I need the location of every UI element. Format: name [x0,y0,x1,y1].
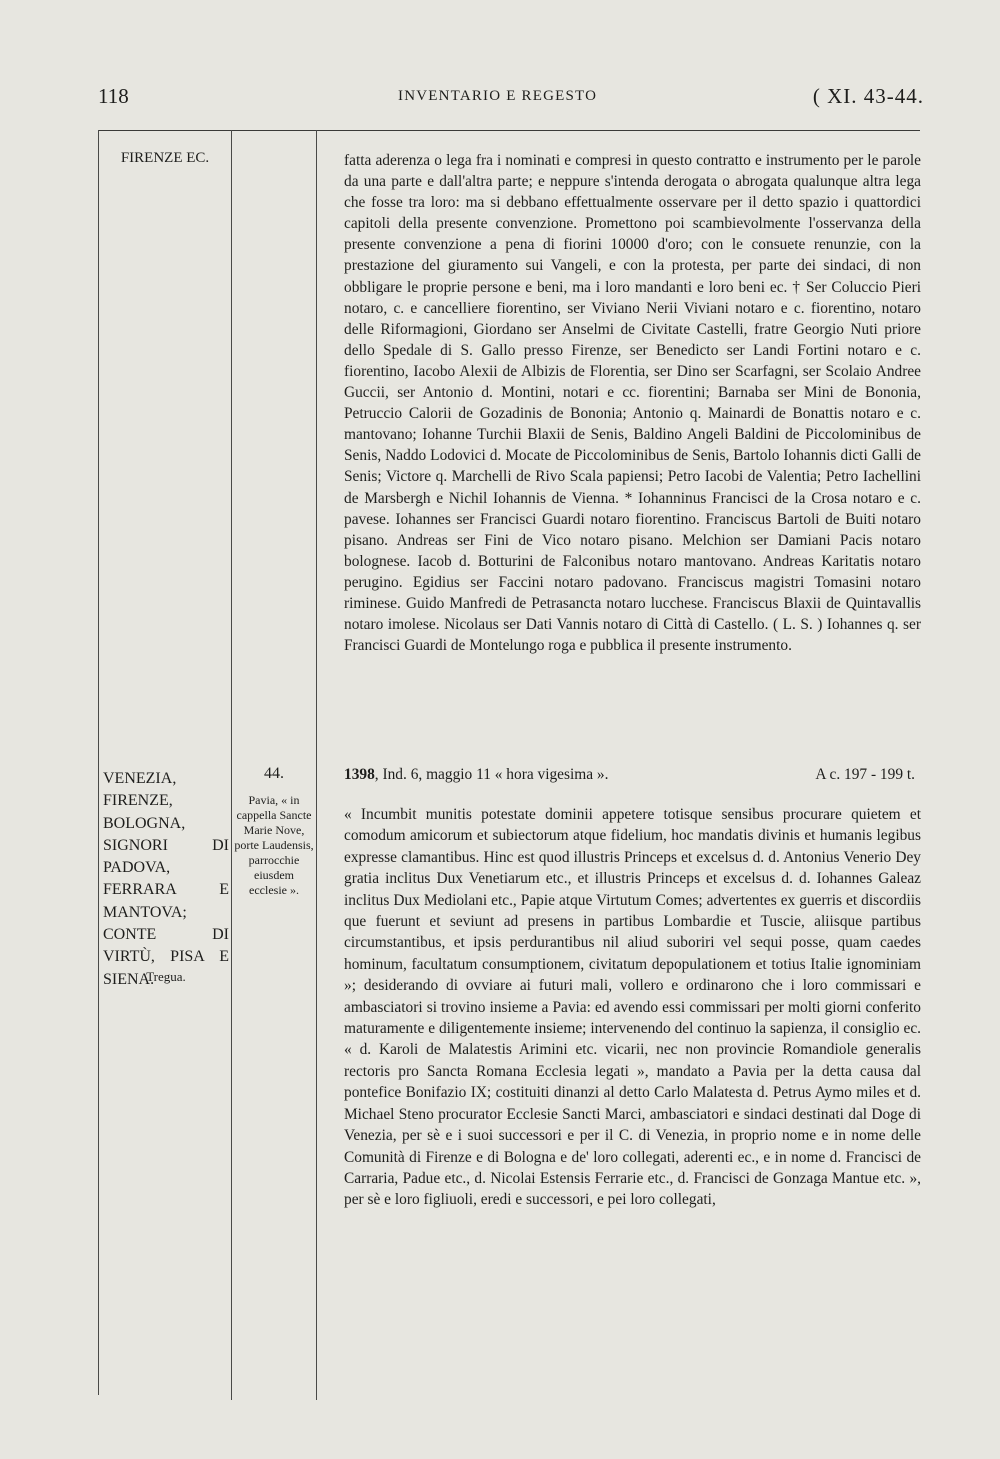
entry-44-year: 1398 [344,766,375,783]
entry-44-archive-ref: A c. 197 - 199 t. [815,766,915,783]
previous-entry-text: fatta aderenza o lega fra i nominati e compresi in questo contratto e instrumento per le parole da una parte e dall'altra parte; e neppure s'intenda derogata o abrogata qualunque altra lega che fosse tra loro: ma si debbano effettualmente osservare per il detto spazio i quattordici capitoli della presente convenzione. Promettono poi scambievolmente l'osservanza della presente convenzione a pena di fiorini 10000 d'oro; con le consuete renunzie, con la prestazione del giuramento sui Vangeli, e con la protesta, per parte dei sindaci, di non obbligare le proprie persone e beni, ma i loro mandanti e loro beni ec. † Ser Coluccio Pieri notaro, c. e cancelliere fiorentino, ser Viviano Nerii Viviani notaro e c. fiorentino, notaro delle Riformagioni, Giordano ser Anselmi de Civitate Castelli, fratre Georgio Nuti priore dello Spedale di S. Gallo presso Firenze, ser Benedicto ser Landi Fortini notaro e c. fiorentino, Iacobo Alexii de Albizis de Florentia, ser Dino ser Scarfagni, ser Scolaio Andree Guccii, ser Antonio d. Montini, notari e cc. fiorentini; Barnaba ser Mini de Bononia, Petruccio Calorii de Gozadinis de Bononia; Antonio q. Mainardi de Bonattis notaro e c. mantovano; Iohanne Turchii Blaxii de Senis, Baldino Angeli Baldini de Piccolominibus de Senis, Naddo Lodovici d. Mocate de Piccolominibus de Senis, Bartolo Iohannis dicti Galli de Senis; Victore q. Marchelli de Rivo Scala papiensi; Petro Iacobi de Valentia; Petro Iachellini de Marsbergh e Nichil Iohannis de Vienna. * Iohanninus Francisci de la Crosa notaro e c. pavese. Iohannes ser Francisci Guardi notaro fiorentino. Franciscus Bartoli de Buiti notaro pisano. Andreas ser Fini de Vico notaro pisano. Melchion ser Damiani Pacis notaro bolognese. Iacob d. Botturini de Falconibus notaro mantovano. Andreas Karitatis notaro perugino. Egidius ser Faccini notaro padovano. Franciscus magistri Tomasini notaro riminese. Guido Manfredi de Petrasancta notaro lucchese. Franciscus Blaxii de Quintavallis notaro imolese. Nicolaus ser Dati Vannis notaro di Città di Castello. ( L. S. ) Iohannes q. ser Francisci Guardi de Montelungo roga e pubblica il presente instrumento. [344,152,921,655]
entry-44-text: « Incumbit munitis potestate dominii appetere totisque sensibus procurare quietem et comodum amicorum et subiectorum atque fidelium, hoc mandatis divinis et humanis legibus expresse clamantibus. Hinc est quod illustris Princeps et excelsus d. d. Antonius Venerio Dey gratia inclitus Dux Venetiarum etc., et illustris Princeps et excelsus d. d. Iohannes Galeaz inclitus Dux Mediolani etc., Papie atque Virtutum Comes; advertentes ex guerris et discordiis que fuerunt et seviunt ad presens in partibus Lombardie et Tuscie, aliisque partibus circumstantibus, et ipsis perdurantibus nil aliud suboriri vel sequi posse, quam caedes hominum, facultatum consumptionem, civitatum depopulationem et totius Italie ignominiam »; desiderando di ovviare ai futuri mali, vollero e ordinarono che i loro commissari e ambasciatori si trovino insieme a Pavia: ed avendo essi commissari per molti giorni conferito maturamente e diligentemente insieme; intervenendo del continuo la sapienza, il consiglio ec. « d. Karoli de Malatestis Arimini etc. vicarii, nec non provincie Romandiole generalis rectoris pro Sancta Romana Ecclesia legati », mandato a Pavia per la detta causa dal pontefice Bonifazio IX; costituiti dinanzi al detto Carlo Malatesta d. Petrus Aymo miles et d. Michael Steno procurator Ecclesie Sancti Marci, ambasciatori e sindaci destinati dal Doge di Venezia, per sè e i suoi successori e per il C. di Venezia, in proprio nome e in nome delle Comunità di Firenze e di Bologna e de' loro collegati, aderenti ec., e in nome d. Francisci de Carraria, Padue etc., d. Nicolai Estensis Ferrarie etc., d. Francisci de Gonzaga Mantue etc. », per sè e loro figliuoli, eredi e successori, e pei loro collegati, [344,806,921,1209]
header-rule [98,130,920,131]
margin-parties-continued: FIRENZE EC. [120,150,210,166]
entry-44-parties: VENEZIA, FIRENZE, BOLOGNA, SIGNORI DI PADOVA, FERRARA E MANTOVA; CONTE DI VIRTÙ, PISA E SIENA. [103,770,229,988]
running-head [98,84,924,112]
text-column-rule [316,130,317,1400]
section-reference: ( XI. 43-44. [812,84,924,108]
entry-44-number: 44. [264,765,284,782]
left-margin-rule [98,130,99,1395]
entry-44-subject: Tregua. [146,969,186,984]
running-title: INVENTARIO E REGESTO [398,88,598,104]
page-number: 118 [98,84,129,108]
entry-44-date [344,766,608,784]
entry-44-place: Pavia, « in cappella Sancte Marie Nove, porte Laudensis, parrocchie eiusdem ecclesie ». [234,793,314,897]
entry-44-date-detail: , Ind. 6, maggio 11 « hora vigesima ». [374,766,609,783]
middle-column-rule [231,130,232,1400]
